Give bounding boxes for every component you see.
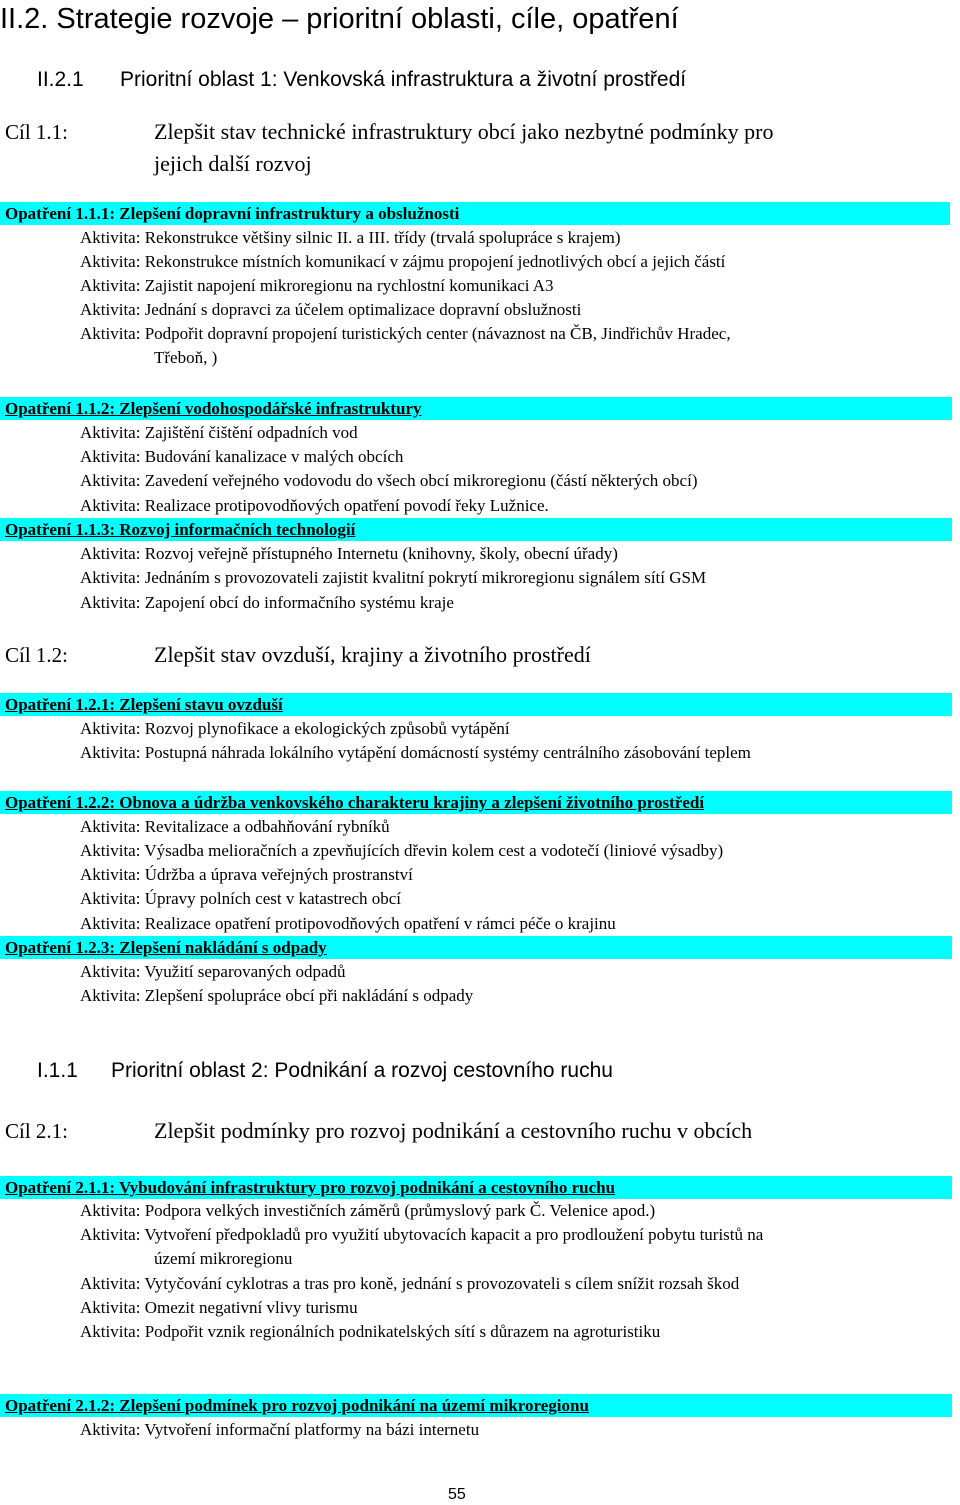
activity: Aktivita: Rozvoj veřejně přístupného Internetu (knihovny, školy, obecní úřady) <box>80 544 618 563</box>
activity: Aktivita: Budování kanalizace v malých obcích <box>80 447 404 466</box>
activity: Aktivita: Revitalizace a odbahňování rybníků <box>80 817 390 836</box>
activity: Aktivita: Úpravy polních cest v katastrech obcí <box>80 889 402 908</box>
activity: Aktivita: Zavedení veřejného vodovodu do všech obcí mikroregionu (částí některých obcí) <box>80 471 698 490</box>
activity: Aktivita: Využití separovaných odpadů <box>80 962 346 981</box>
activity: Aktivita: Údržba a úprava veřejných prostranství <box>80 865 413 884</box>
measure-1-2-2-title: Opatření 1.2.2: Obnova a údržba venkovského charakteru krajiny a zlepšení životního prostředí <box>5 793 705 812</box>
goal-1-1-text-line2: jejich další rozvoj <box>154 151 312 176</box>
activity-continuation: Třeboň, ) <box>154 348 218 367</box>
measure-1-1-2-title: Opatření 1.1.2: Zlepšení vodohospodářské infrastruktury <box>5 399 422 418</box>
activity: Aktivita: Podpořit dopravní propojení turistických center (návaznost na ČB, Jindřichův Hradec, <box>80 324 731 343</box>
goal-2-1-label: Cíl 2.1: <box>5 1119 69 1143</box>
area-1-number: II.2.1 <box>37 68 84 91</box>
measure-1-2-1-title: Opatření 1.2.1: Zlepšení stavu ovzduší <box>5 695 283 714</box>
activity-continuation: území mikroregionu <box>154 1249 293 1268</box>
page-number: 55 <box>448 1486 466 1503</box>
goal-1-2-text: Zlepšit stav ovzduší, krajiny a životního prostředí <box>154 642 591 667</box>
area-2-title: Prioritní oblast 2: Podnikání a rozvoj cestovního ruchu <box>111 1059 613 1082</box>
activity: Aktivita: Výsadba melioračních a zpevňujících dřevin kolem cest a vodotečí (liniové výsadby) <box>80 841 724 860</box>
activity: Aktivita: Postupná náhrada lokálního vytápění domácností systémy centrálního zásobování teplem <box>80 743 751 762</box>
activity: Aktivita: Zajištění čištění odpadních vod <box>80 423 358 442</box>
area-2-number: I.1.1 <box>37 1059 78 1082</box>
area-1-title: Prioritní oblast 1: Venkovská infrastruktura a životní prostředí <box>120 68 687 91</box>
activity: Aktivita: Realizace opatření protipovodňových opatření v rámci péče o krajinu <box>80 914 616 933</box>
goal-1-2-label: Cíl 1.2: <box>5 643 69 667</box>
activity: Aktivita: Rekonstrukce většiny silnic II. a III. třídy (trvalá spolupráce s krajem) <box>80 228 621 247</box>
activity: Aktivita: Zapojení obcí do informačního systému kraje <box>80 593 454 612</box>
activity: Aktivita: Zajistit napojení mikroregionu na rychlostní komunikaci A3 <box>80 276 554 295</box>
goal-1-1-label: Cíl 1.1: <box>5 120 69 144</box>
page-title: II.2. Strategie rozvoje – prioritní oblasti, cíle, opatření <box>0 3 679 35</box>
goal-2-1-text: Zlepšit podmínky pro rozvoj podnikání a cestovního ruchu v obcích <box>154 1118 753 1143</box>
measure-2-1-2-title: Opatření 2.1.2: Zlepšení podmínek pro rozvoj podnikání na území mikroregionu <box>5 1396 589 1415</box>
activity: Aktivita: Rekonstrukce místních komunikací v zájmu propojení jednotlivých obcí a jejich částí <box>80 252 726 271</box>
activity: Aktivita: Zlepšení spolupráce obcí při nakládání s odpady <box>80 986 474 1005</box>
activity: Aktivita: Omezit negativní vlivy turismu <box>80 1298 358 1317</box>
goal-1-1-text-line1: Zlepšit stav technické infrastruktury obcí jako nezbytné podmínky pro <box>154 119 774 144</box>
activity: Aktivita: Jednání s dopravci za účelem optimalizace dopravní obslužnosti <box>80 300 582 319</box>
activity: Aktivita: Vytvoření předpokladů pro využití ubytovacích kapacit a pro prodloužení pobytu turistů na <box>80 1225 764 1244</box>
activity: Aktivita: Podpořit vznik regionálních podnikatelských sítí s důrazem na agroturistiku <box>80 1322 661 1341</box>
activity: Aktivita: Jednáním s provozovateli zajistit kvalitní pokrytí mikroregionu signálem sítí GSM <box>80 568 707 587</box>
activity: Aktivita: Rozvoj plynofikace a ekologických způsobů vytápění <box>80 719 510 738</box>
activity: Aktivita: Podpora velkých investičních záměrů (průmyslový park Č. Velenice apod.) <box>80 1201 656 1220</box>
activity: Aktivita: Realizace protipovodňových opatření povodí řeky Lužnice. <box>80 496 549 515</box>
measure-1-1-3-title: Opatření 1.1.3: Rozvoj informačních technologií <box>5 520 356 539</box>
measure-2-1-1-title: Opatření 2.1.1: Vybudování infrastruktury pro rozvoj podnikání a cestovního ruchu <box>5 1178 616 1197</box>
measure-1-1-1-title: Opatření 1.1.1: Zlepšení dopravní infrastruktury a obslužnosti <box>5 204 460 223</box>
activity: Aktivita: Vytyčování cyklotras a tras pro koně, jednání s provozovateli s cílem snížit rozsah škod <box>80 1274 740 1293</box>
activity: Aktivita: Vytvoření informační platformy na bázi internetu <box>80 1420 480 1439</box>
measure-1-2-3-title: Opatření 1.2.3: Zlepšení nakládání s odpady <box>5 938 327 957</box>
